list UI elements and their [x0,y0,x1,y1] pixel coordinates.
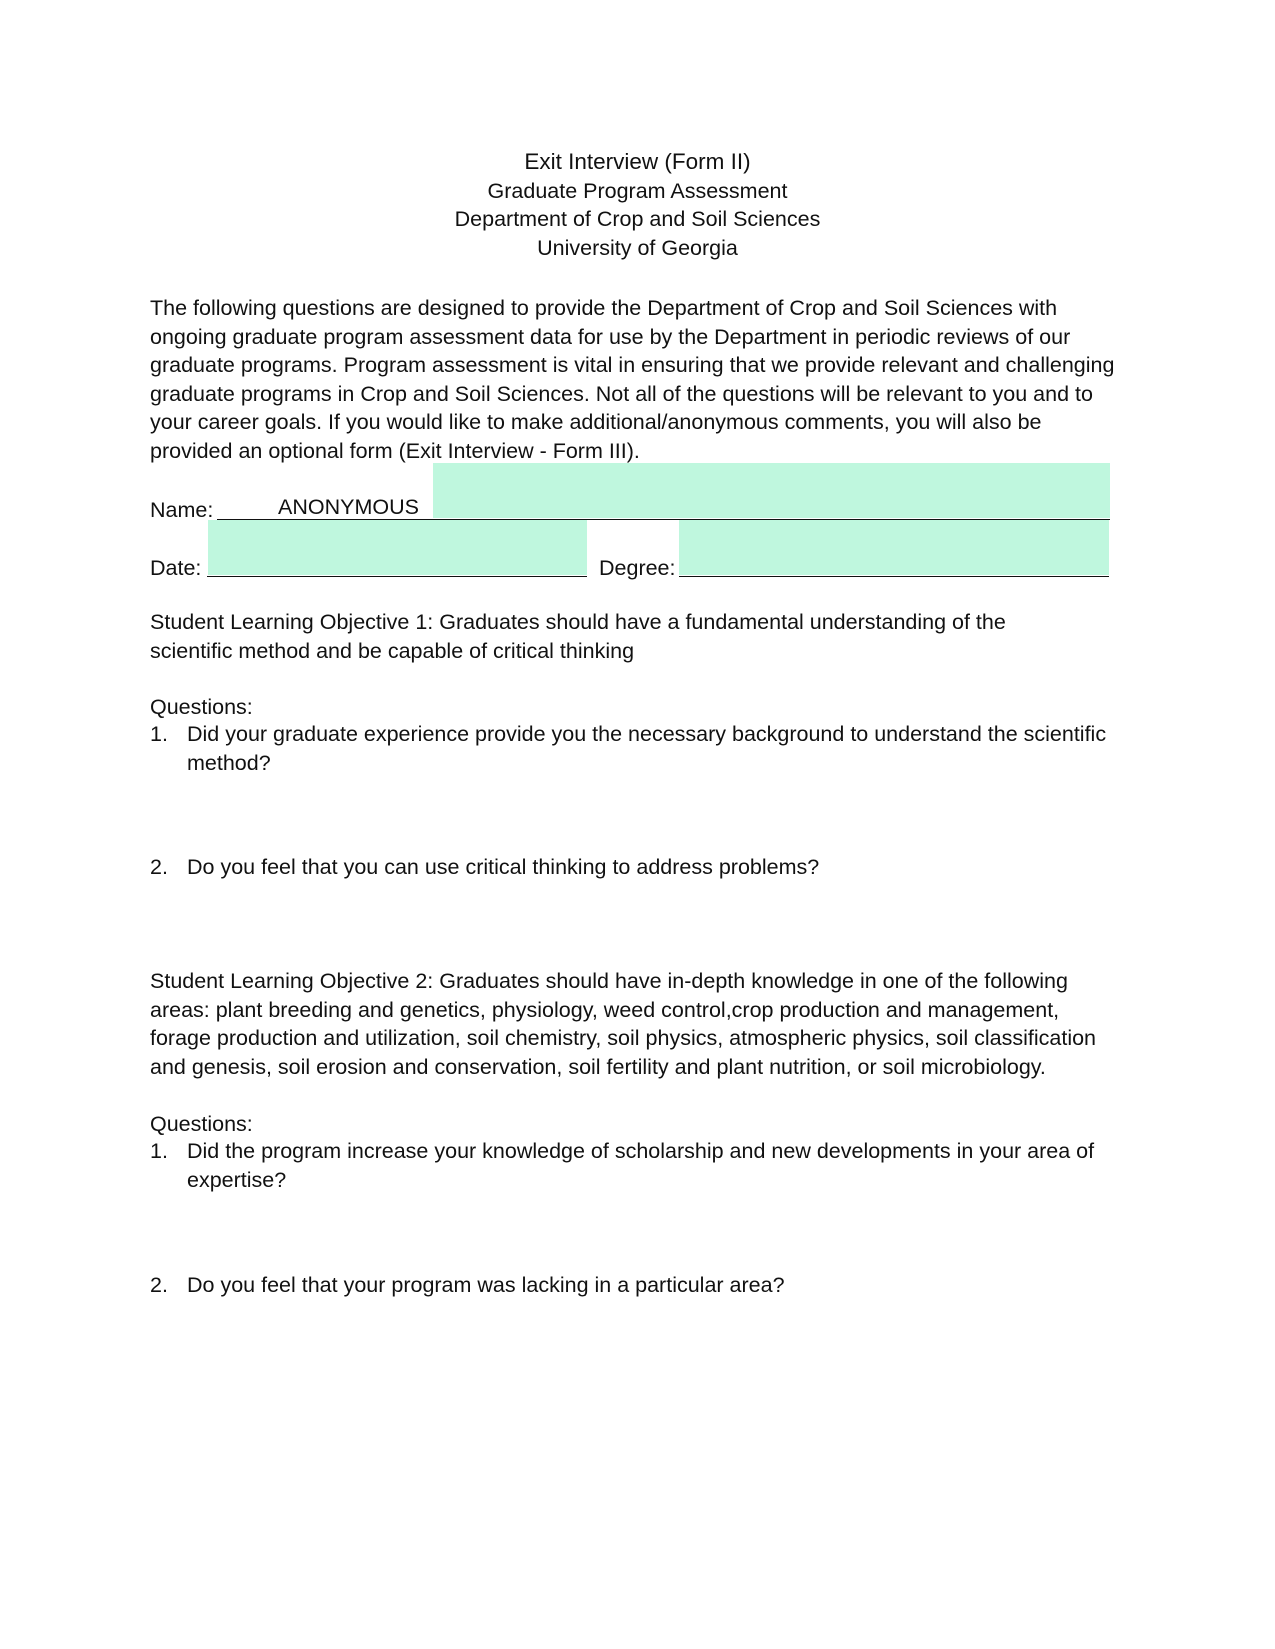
intro-line: ongoing graduate program assessment data for use by the Department in periodic reviews of our [150,324,1071,349]
objective-2-heading [150,967,1130,1081]
objective-heading-line: Student Learning Objective 2: Graduates should have in-depth knowledge in one of the following [150,969,1068,993]
objective-2-questions-label: Questions: [150,1112,253,1136]
question-line: expertise? [187,1167,287,1192]
degree-field-highlight[interactable] [679,520,1109,575]
intro-paragraph [150,294,1130,466]
question-line: Did your graduate experience provide you the necessary background to understand the scientific [187,722,1107,746]
date-label: Date: [150,556,202,580]
intro-line: The following questions are designed to provide the Department of Crop and Soil Sciences with [150,296,1058,320]
name-value[interactable]: ANONYMOUS [278,495,419,519]
name-label: Name: [150,498,214,522]
question-line: method? [187,750,271,775]
objective-heading-line: areas: plant breeding and genetics, physiology, weed control,crop production and management, [150,997,1060,1022]
question-item [150,720,1130,777]
university-name: University of Georgia [537,235,738,260]
degree-label: Degree: [599,556,676,580]
intro-line: graduate programs in Crop and Soil Sciences. Not all of the questions will be relevant to you and to [150,381,1093,406]
document-title: Exit Interview (Form II) [524,149,751,174]
intro-line: provided an optional form (Exit Interview - Form III). [150,438,640,463]
objective-1-heading [150,608,1130,665]
question-number: 1. [150,722,168,746]
question-number: 2. [150,855,168,879]
objective-1-questions-label: Questions: [150,695,253,719]
objective-2-question-2 [150,1271,1130,1300]
intro-line: your career goals. If you would like to make additional/anonymous comments, you will also be [150,410,1042,435]
question-line: Did the program increase your knowledge of scholarship and new developments in your area of [187,1139,1095,1163]
date-field-highlight[interactable] [208,520,587,575]
intro-line: graduate programs. Program assessment is vital in ensuring that we provide relevant and challenging [150,353,1115,378]
objective-1-question-2 [150,853,1130,882]
name-underline [217,519,1110,520]
objective-heading-line: Student Learning Objective 1: Graduates should have a fundamental understanding of the [150,610,1006,634]
department-name: Department of Crop and Soil Sciences [454,207,821,231]
objective-heading-line: forage production and utilization, soil chemistry, soil physics, atmospheric physics, soil classification [150,1026,1097,1051]
document-header [0,148,1275,262]
question-number: 1. [150,1139,168,1163]
date-underline [207,576,587,577]
question-item [150,1271,1130,1300]
question-item [150,1137,1130,1194]
question-number: 2. [150,1273,168,1297]
document-subtitle: Graduate Program Assessment [487,178,788,203]
objective-heading-line: and genesis, soil erosion and conservation, soil fertility and plant nutrition, or soil microbiology. [150,1054,1046,1079]
question-line: Do you feel that your program was lacking in a particular area? [187,1273,785,1297]
name-field-highlight[interactable] [433,463,1110,518]
objective-heading-line: scientific method and be capable of critical thinking [150,638,635,663]
question-item [150,853,1130,882]
objective-2-question-1 [150,1137,1130,1194]
objective-1-question-1 [150,720,1130,777]
question-line: Do you feel that you can use critical thinking to address problems? [187,855,820,879]
degree-underline [679,576,1109,577]
